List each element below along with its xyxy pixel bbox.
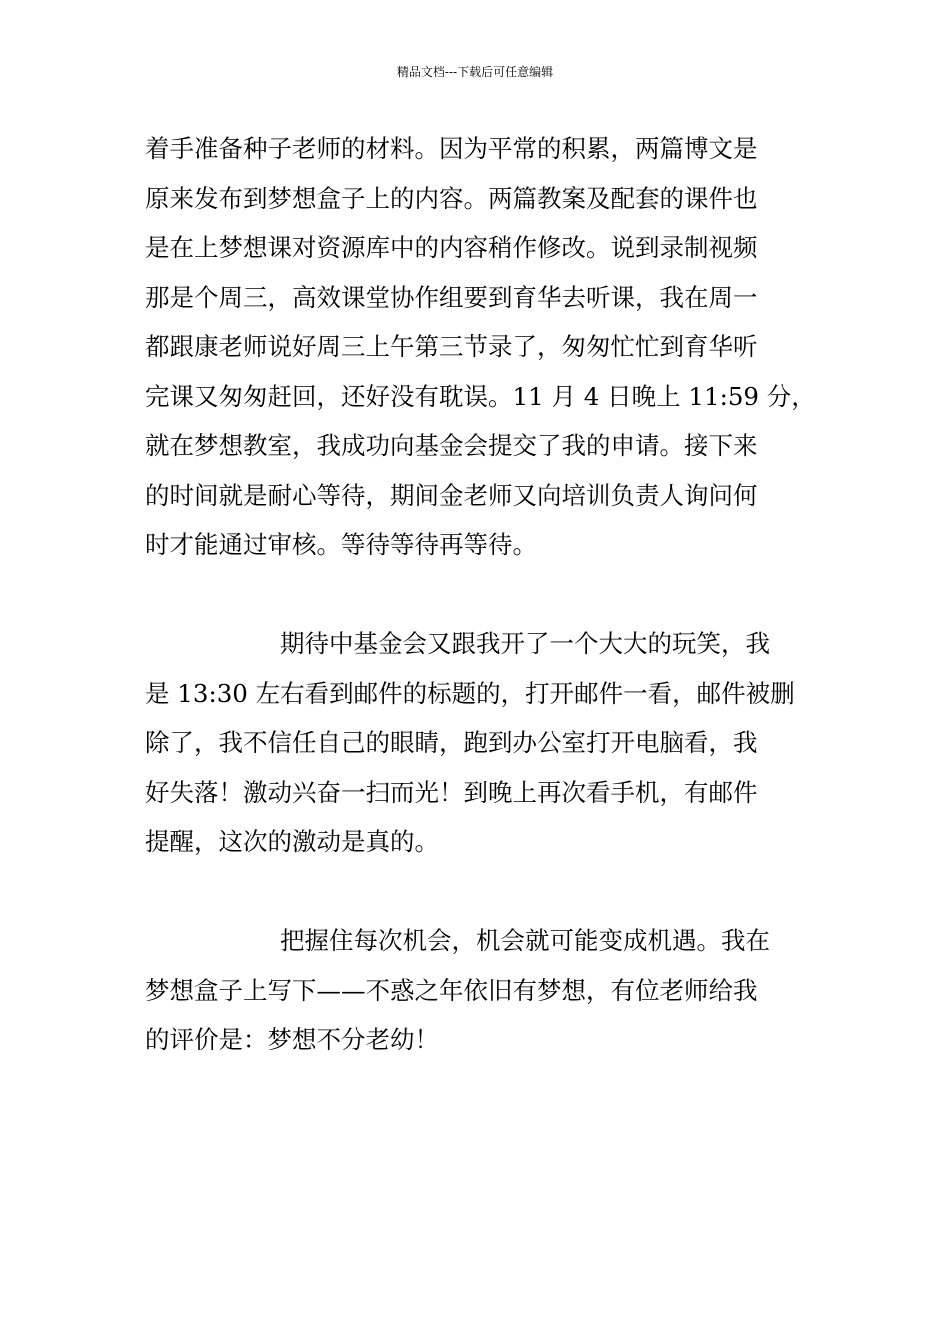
paragraph-3	[145, 916, 815, 1065]
text-line: 着手准备种子老师的材料。因为平常的积累，两篇博文是	[145, 134, 758, 163]
text-line: 都跟康老师说好周三上午第三节录了，匆匆忙忙到育华听	[145, 332, 758, 361]
page-header: 精品文档---下载后可任意编辑	[396, 65, 554, 79]
text-line: 期待中基金会又跟我开了一个大大的玩笑，我	[280, 629, 770, 658]
text-line: 是 13:30 左右看到邮件的标题的，打开邮件一看，邮件被删	[145, 678, 795, 708]
text-line: 把握住每次机会，机会就可能变成机遇。我在	[280, 926, 770, 955]
text-line: 除了，我不信任自己的眼睛，跑到办公室打开电脑看，我	[145, 728, 758, 757]
paragraph-1	[145, 124, 815, 570]
text-line: 就在梦想教室，我成功向基金会提交了我的申请。接下来	[145, 431, 758, 460]
text-line: 提醒，这次的激动是真的。	[145, 827, 439, 856]
text-line: 时才能通过审核。等待等待再等待。	[145, 530, 537, 559]
text-line: 是在上梦想课对资源库中的内容稍作修改。说到录制视频	[145, 233, 758, 262]
text-line: 好失落！激动兴奋一扫而光！到晚上再次看手机，有邮件	[145, 777, 758, 807]
text-line: 那是个周三，高效课堂协作组要到育华去听课，我在周一	[145, 282, 758, 312]
text-line: 完课又匆匆赶回，还好没有耽误。11 月 4 日晚上 11:59 分，	[145, 381, 816, 411]
text-line: 梦想盒子上写下——不惑之年依旧有梦想，有位老师给我	[145, 975, 758, 1005]
text-line: 的时间就是耐心等待，期间金老师又向培训负责人询问何	[145, 480, 758, 510]
paragraph-spacer	[145, 867, 815, 917]
paragraph-spacer	[145, 570, 815, 620]
text-line: 的评价是：梦想不分老幼！	[145, 1025, 439, 1054]
document-body	[145, 124, 815, 1065]
text-line: 原来发布到梦想盒子上的内容。两篇教案及配套的课件也	[145, 183, 758, 213]
paragraph-2	[145, 619, 815, 867]
